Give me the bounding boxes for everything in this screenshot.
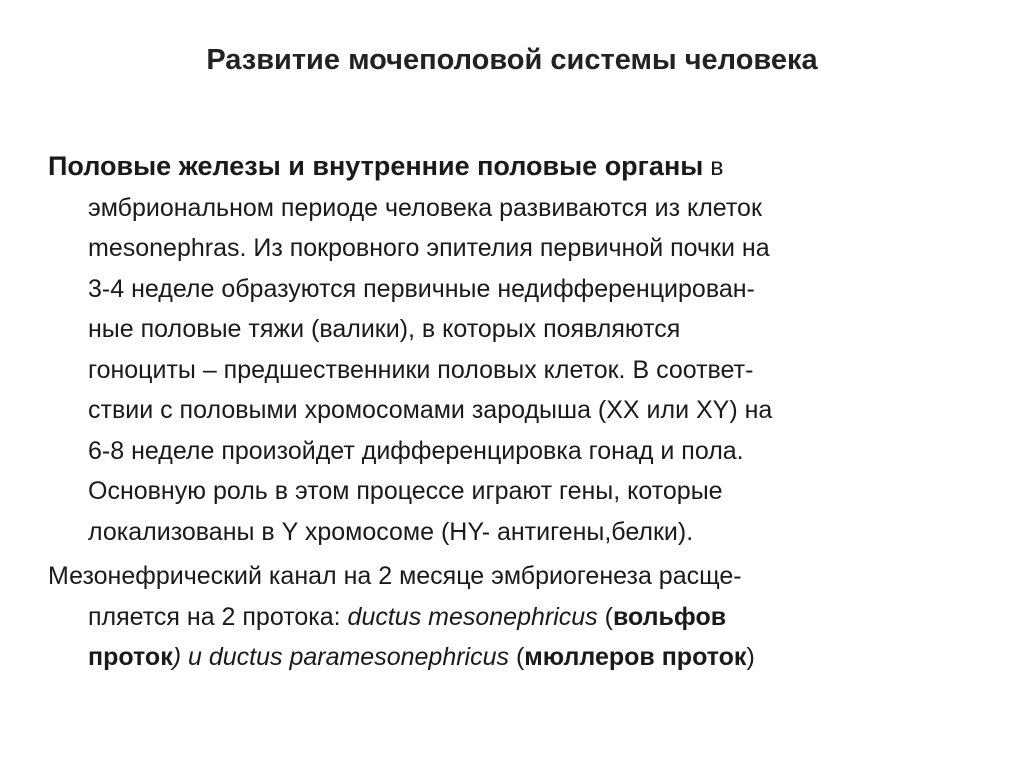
latin-term-paramesonephric: ductus paramesonephricus	[208, 643, 510, 671]
latin-term-mesonephric: ductus mesonephricus	[347, 602, 598, 631]
text-line: 6-8 неделе произойдет дифференцировка гонад и пола.	[88, 436, 744, 465]
text-line: гоноциты – предшественники половых клеток. В соответ-	[88, 355, 754, 384]
duct-name-wolffian: вольфов	[612, 602, 727, 631]
text-segment: ) и	[172, 643, 209, 671]
text-line: ные половые тяжи (валики), в которых появляются	[88, 315, 681, 343]
text-line: в	[703, 153, 724, 181]
paragraph-ducts	[48, 556, 978, 678]
paragraph-lead: Половые железы и внутренние половые органы	[48, 151, 704, 181]
text-segment: )	[746, 643, 755, 671]
duct-name-mullerian: мюллеров проток	[524, 643, 747, 671]
text-line: эмбриональном периоде человека развиваются из клеток	[88, 193, 762, 222]
text-segment: (	[597, 602, 613, 631]
text-line: 3-4 неделе образуются первичные недифференцирован-	[88, 274, 755, 303]
text-segment: (	[509, 643, 525, 671]
slide-title: Развитие мочеполовой системы человека	[206, 44, 818, 76]
text-segment: пляется на 2 протока:	[88, 602, 348, 631]
text-line: локализованы в Y хромосоме (HY- антигены,белки).	[88, 517, 694, 546]
text-line: ствии с половыми хромосомами зародыша (XX или XY) на	[88, 396, 773, 424]
slide-content	[48, 146, 978, 682]
text-line: mesonephras. Из покровного эпителия первичной почки на	[88, 234, 770, 262]
text-line: Мезонефрический канал на 2 месяце эмбриогенеза расще-	[48, 562, 742, 590]
duct-name-wolffian-cont: проток	[88, 643, 173, 671]
text-line: Основную роль в этом процессе играют гены, которые	[88, 477, 723, 505]
paragraph-gonads	[48, 146, 978, 552]
